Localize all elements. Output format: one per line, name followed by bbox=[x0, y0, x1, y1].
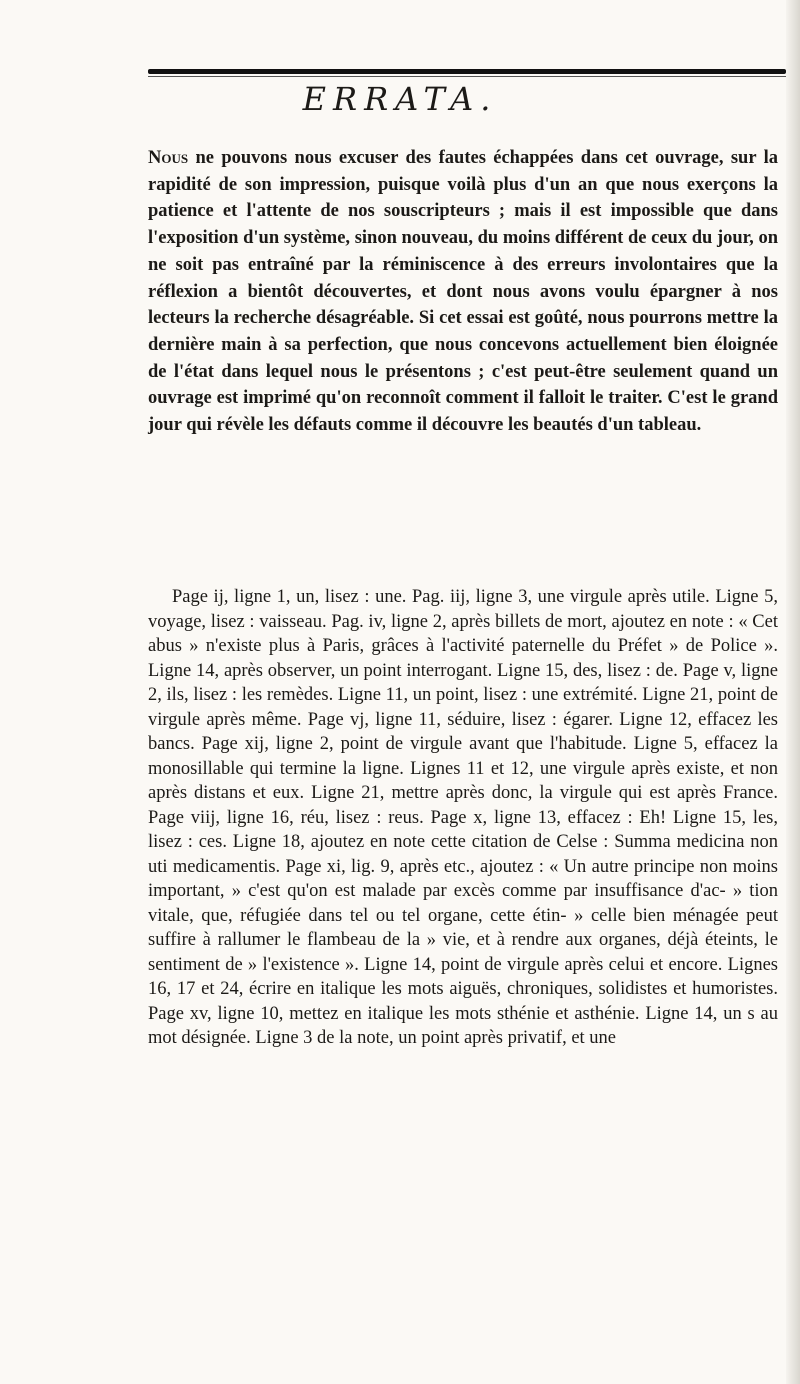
top-rule-thin bbox=[148, 76, 786, 77]
page-edge bbox=[786, 0, 800, 1384]
intro-paragraph bbox=[148, 145, 778, 439]
top-rule bbox=[148, 69, 786, 74]
errata-paragraph bbox=[148, 585, 778, 1051]
page-title: ERRATA. bbox=[302, 80, 498, 118]
errata-text: Page ij, ligne 1, un, lisez : une. Pag. iij, ligne 3, une virgule après utile. Ligne 5, voyage, lisez : vaisseau. Pag. iv, ligne 2, après billets de mort, ajoutez en note : « Cet abus » n'existe plus à Paris, grâces à l'activité paternelle du Préfet » de Police ». Ligne 14, après observer, un point interrogant. Ligne 15, des, lisez : de. Page v, ligne 2, ils, lisez : les remèdes. Ligne 11, un point, lisez : une extrémité. Ligne 21, point de virgule après même. Page vj, ligne 11, séduire, lisez : égarer. Ligne 12, effacez les bancs. Page xij, ligne 2, point de virgule avant que l'habitude. Ligne 5, effacez la monosillable qui termine la ligne. Lignes 11 et 12, une virgule après existe, et non après distans et eux. Ligne 21, mettre après donc, la virgule qui est après France. Page viij, ligne 16, réu, lisez : reus. Page x, ligne 13, effacez : Eh! Ligne 15, les, lisez : ces. Ligne 18, ajoutez en note cette citation de Celse : Summa medicina non uti medicamentis. Page xi, lig. 9, après etc., ajoutez : « Un autre principe non moins important, » c'est qu'on est malade par excès comme par insuffisance d'ac- » tion vitale, que, réfugiée dans tel ou tel organe, cette étin- » celle bien ménagée peut suffire à rallumer le flambeau de la » vie, et à rendre aux organes, déjà éteints, le sentiment de » l'existence ». Ligne 14, point de virgule après celui et encore. Lignes 16, 17 et 24, écrire en italique les mots aiguës, chroniques, solidistes et humoristes. Page xv, ligne 10, mettez en italique les mots sthénie et asthénie. Ligne 14, un s au mot désignée. Ligne 3 de la note, un point après privatif, et une bbox=[148, 587, 778, 1048]
intro-text: ne pouvons nous excuser des fautes échappées dans cet ouvrage, sur la rapidité de son impression, puisque voilà plus d'un an que nous exerçons la patience et l'attente de nos souscripteurs ; mais il est impossible que dans l'exposition d'un système, sinon nouveau, du moins différent de ceux du jour, on ne soit pas entraîné par la réminiscence à des erreurs involontaires que la réflexion a bientôt découvertes, et dont nous avons voulu épargner à nos lecteurs la recherche désagréable. Si cet essai est goûté, nous pourrons mettre la dernière main à sa perfection, que nous concevons actuellement bien éloignée de l'état dans lequel nous le présentons ; c'est peut-être seulement quand un ouvrage est imprimé qu'on reconnoît comment il falloit le traiter. C'est le grand jour qui révèle les défauts comme il découvre les beautés d'un tableau. bbox=[148, 148, 778, 436]
intro-first-word: Nous bbox=[148, 148, 189, 168]
